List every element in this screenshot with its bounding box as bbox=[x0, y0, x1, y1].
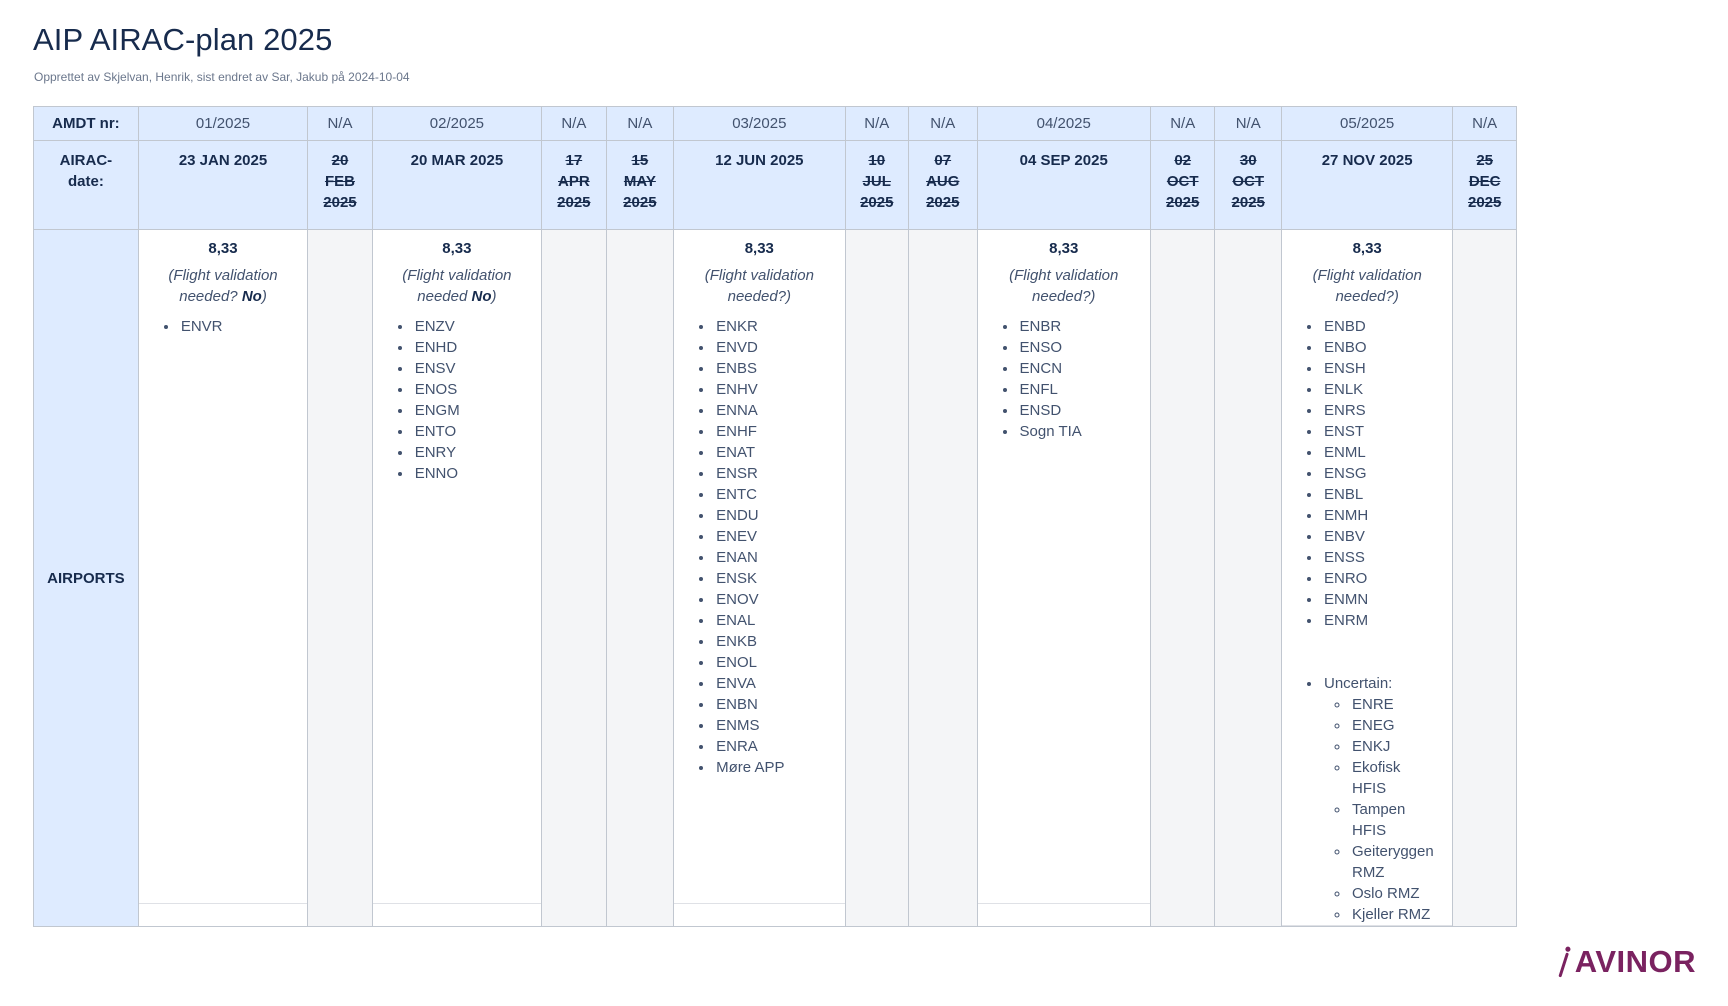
page-byline: Opprettet av Skjelvan, Henrik, sist endret av Sar, Jakub på 2024-10-04 bbox=[34, 70, 410, 84]
amdt-cell: N/A bbox=[1453, 107, 1517, 141]
airports-cell bbox=[977, 230, 1150, 927]
airport-item: • ENBD bbox=[1322, 316, 1438, 337]
airport-item: • ENSH bbox=[1322, 358, 1438, 379]
uncertain-airport-item: ◦ ENKJ bbox=[1350, 736, 1438, 757]
airport-item: • ENEV bbox=[714, 526, 830, 547]
page-title: AIP AIRAC-plan 2025 bbox=[33, 22, 333, 57]
airac-plan-table bbox=[33, 106, 1517, 927]
airport-item: • ENHD bbox=[413, 337, 527, 358]
airport-list bbox=[688, 316, 830, 778]
flight-validation-note: (Flight validation needed No) bbox=[402, 267, 512, 305]
airports-row bbox=[34, 230, 1517, 927]
airport-item: • ENBR bbox=[1018, 316, 1136, 337]
amdt-cell: 05/2025 bbox=[1281, 107, 1452, 141]
airport-item: • ENNO bbox=[413, 463, 527, 484]
airac-date-cancelled: 17 APR 2025 bbox=[542, 141, 607, 230]
airport-item: • ENSO bbox=[1018, 337, 1136, 358]
uncertain-airport-item: ◦ Tampen HFIS bbox=[1350, 799, 1438, 841]
amdt-header: AMDT nr: bbox=[34, 107, 139, 141]
airport-list bbox=[387, 316, 527, 484]
flight-validation-note: (Flight validation needed?) bbox=[1312, 267, 1422, 305]
avinor-logo-text: AVINOR bbox=[1574, 944, 1696, 979]
airport-item: • ENAT bbox=[714, 442, 830, 463]
airac-date-cell: 27 NOV 2025 bbox=[1281, 141, 1452, 230]
avinor-slash-icon bbox=[1556, 942, 1575, 982]
uncertain-airport-item: ◦ Kjeller RMZ bbox=[1350, 904, 1438, 925]
airport-item: • ENNA bbox=[714, 400, 830, 421]
airport-item: • ENMH bbox=[1322, 505, 1438, 526]
airac-date-cancelled: 02 OCT 2025 bbox=[1150, 141, 1215, 230]
airport-item: • ENMS bbox=[714, 715, 830, 736]
airport-item: • ENBV bbox=[1322, 526, 1438, 547]
airport-item: • ENOL bbox=[714, 652, 830, 673]
airac-date-cancelled: 15 MAY 2025 bbox=[606, 141, 674, 230]
na-cell bbox=[606, 230, 674, 927]
na-cell bbox=[845, 230, 909, 927]
airac-date-row bbox=[34, 141, 1517, 230]
airport-item: • ENRA bbox=[714, 736, 830, 757]
airport-item: • ENMN bbox=[1322, 589, 1438, 610]
airport-item: • ENBN bbox=[714, 694, 830, 715]
airport-item: • ENSR bbox=[714, 463, 830, 484]
amdt-cell: 04/2025 bbox=[977, 107, 1150, 141]
airports-cell bbox=[674, 230, 845, 927]
na-cell bbox=[1150, 230, 1215, 927]
airport-item: • ENSG bbox=[1322, 463, 1438, 484]
list-spacer bbox=[1322, 631, 1438, 673]
airport-item: • ENAN bbox=[714, 547, 830, 568]
airac-date-cancelled: 20 FEB 2025 bbox=[308, 141, 373, 230]
airac-date-cell: 04 SEP 2025 bbox=[977, 141, 1150, 230]
airport-item: • ENGM bbox=[413, 400, 527, 421]
uncertain-list bbox=[1324, 694, 1438, 925]
amdt-cell: N/A bbox=[542, 107, 607, 141]
airport-item: • ENSS bbox=[1322, 547, 1438, 568]
airport-item: • ENBO bbox=[1322, 337, 1438, 358]
airport-item: • ENHF bbox=[714, 421, 830, 442]
airport-item: • ENHV bbox=[714, 379, 830, 400]
airports-cell bbox=[372, 230, 541, 927]
airport-item: • ENST bbox=[1322, 421, 1438, 442]
frequency-label: 8,33 bbox=[1049, 240, 1079, 257]
airac-date-cell: 20 MAR 2025 bbox=[372, 141, 541, 230]
na-cell bbox=[308, 230, 373, 927]
airac-date-cell: 12 JUN 2025 bbox=[674, 141, 845, 230]
airac-date-cancelled: 30 OCT 2025 bbox=[1215, 141, 1282, 230]
airport-item: • ENCN bbox=[1018, 358, 1136, 379]
na-cell bbox=[1215, 230, 1282, 927]
amdt-cell: N/A bbox=[1150, 107, 1215, 141]
na-cell bbox=[1453, 230, 1517, 927]
na-cell bbox=[909, 230, 978, 927]
frequency-label: 8,33 bbox=[442, 240, 472, 257]
airport-item: • ENVA bbox=[714, 673, 830, 694]
airport-item: • ENLK bbox=[1322, 379, 1438, 400]
airport-item: • ENRM bbox=[1322, 610, 1438, 631]
airac-date-cancelled: 10 JUL 2025 bbox=[845, 141, 909, 230]
amdt-cell: 02/2025 bbox=[372, 107, 541, 141]
flight-validation-note: (Flight validation needed? No) bbox=[168, 267, 278, 305]
airport-item: • ENSV bbox=[413, 358, 527, 379]
airports-header: AIRPORTS bbox=[34, 230, 139, 927]
airport-item: • ENKB bbox=[714, 631, 830, 652]
airac-date-header: AIRAC- date: bbox=[34, 141, 139, 230]
airport-item: • ENTO bbox=[413, 421, 527, 442]
avinor-logo bbox=[1556, 940, 1696, 984]
airport-item: • Møre APP bbox=[714, 757, 830, 778]
airport-item: • ENRS bbox=[1322, 400, 1438, 421]
airport-item: • ENBL bbox=[1322, 484, 1438, 505]
uncertain-airport-item: ◦ Oslo RMZ bbox=[1350, 883, 1438, 904]
airports-cell bbox=[1281, 230, 1452, 927]
uncertain-airport-item: ◦ Geiteryggen RMZ bbox=[1350, 841, 1438, 883]
airport-list bbox=[153, 316, 293, 337]
airport-item: • ENAL bbox=[714, 610, 830, 631]
frequency-label: 8,33 bbox=[1352, 240, 1382, 257]
airport-item: • ENRO bbox=[1322, 568, 1438, 589]
airport-item: • ENOV bbox=[714, 589, 830, 610]
amdt-cell: 03/2025 bbox=[674, 107, 845, 141]
amdt-cell: N/A bbox=[909, 107, 978, 141]
amdt-cell: N/A bbox=[1215, 107, 1282, 141]
airac-date-cell: 23 JAN 2025 bbox=[138, 141, 307, 230]
airport-item: • ENKR bbox=[714, 316, 830, 337]
uncertain-airport-item: ◦ ENEG bbox=[1350, 715, 1438, 736]
amdt-cell: N/A bbox=[845, 107, 909, 141]
uncertain-airport-item: ◦ ENRE bbox=[1350, 694, 1438, 715]
airport-item: • ENVR bbox=[179, 316, 293, 337]
airport-item: • ENBS bbox=[714, 358, 830, 379]
flight-validation-note: (Flight validation needed?) bbox=[704, 267, 814, 305]
uncertain-airport-item: ◦ Ekofisk HFIS bbox=[1350, 757, 1438, 799]
airport-item: • ENML bbox=[1322, 442, 1438, 463]
na-cell bbox=[542, 230, 607, 927]
amdt-row bbox=[34, 107, 1517, 141]
frequency-label: 8,33 bbox=[744, 240, 774, 257]
airport-item: • ENVD bbox=[714, 337, 830, 358]
airport-item: • Sogn TIA bbox=[1018, 421, 1136, 442]
amdt-cell: 01/2025 bbox=[138, 107, 307, 141]
frequency-label: 8,33 bbox=[208, 240, 238, 257]
airport-list bbox=[992, 316, 1136, 442]
airport-item: • ENFL bbox=[1018, 379, 1136, 400]
airac-date-cancelled: 07 AUG 2025 bbox=[909, 141, 978, 230]
airport-item: • ENDU bbox=[714, 505, 830, 526]
amdt-cell: N/A bbox=[308, 107, 373, 141]
airport-list bbox=[1296, 316, 1438, 925]
amdt-cell: N/A bbox=[606, 107, 674, 141]
airport-item: • ENTC bbox=[714, 484, 830, 505]
airports-cell bbox=[138, 230, 307, 927]
airport-item: • ENRY bbox=[413, 442, 527, 463]
airport-item: • ENSK bbox=[714, 568, 830, 589]
flight-validation-note: (Flight validation needed?) bbox=[1009, 267, 1119, 305]
airport-item: • ENOS bbox=[413, 379, 527, 400]
uncertain-item: • Uncertain: ◦ ENRE ◦ ENEG ◦ ENKJ ◦ Ekofisk HFIS ◦ Tampen HFIS ◦ Geiteryggen RMZ ◦ Oslo RMZ ◦ Kjeller RMZ bbox=[1322, 673, 1438, 925]
airac-date-cancelled: 25 DEC 2025 bbox=[1453, 141, 1517, 230]
airport-item: • ENZV bbox=[413, 316, 527, 337]
airport-item: • ENSD bbox=[1018, 400, 1136, 421]
